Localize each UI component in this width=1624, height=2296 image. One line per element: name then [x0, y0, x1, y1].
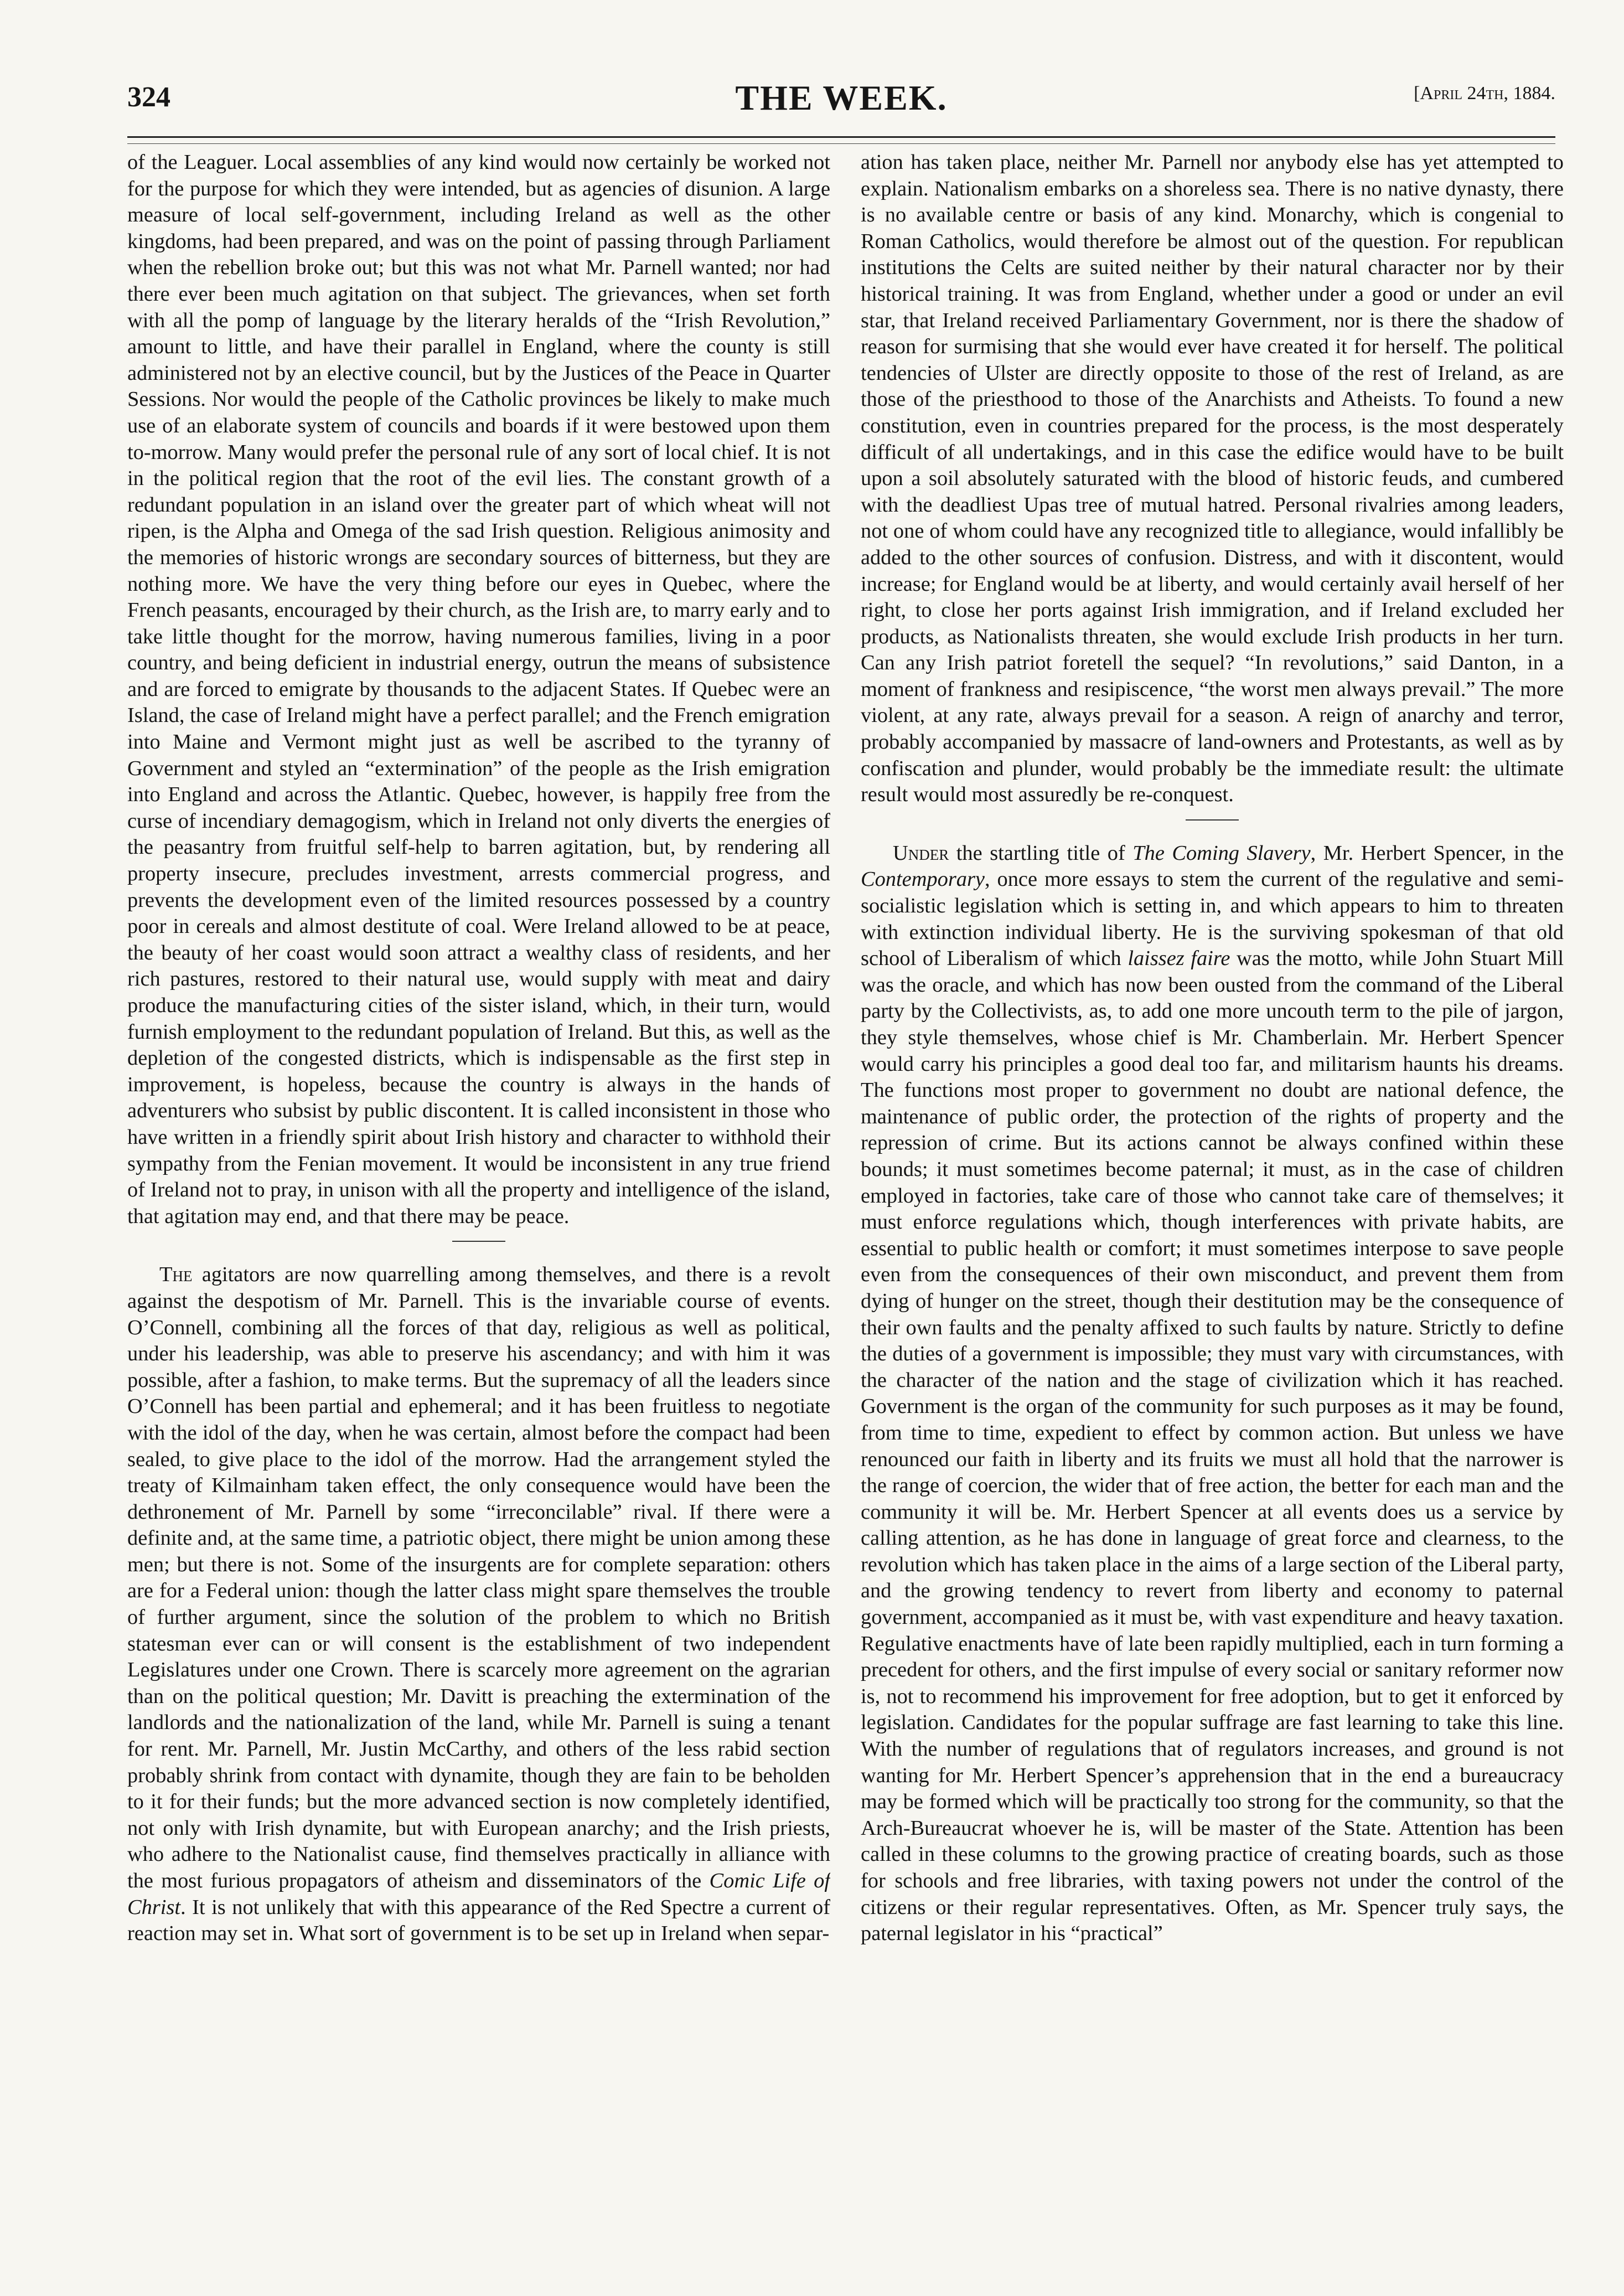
paragraph-text: , once more essays to stem the current of the regulative and semi-socialistic legislation which is setting in, and which appears to him to threaten with extinction individual liberty. He is the surviving spokesman of that old school of Liberalism of which	[861, 868, 1564, 971]
paragraph-text: the startling title of	[949, 841, 1133, 865]
issue-date: [April 24th, 1884.	[1414, 83, 1555, 104]
italic-title: The Coming Slavery	[1132, 841, 1311, 865]
lead-word: Under	[893, 841, 949, 865]
paragraph-text: . It is not unlikely that with this appearance of the Red Spectre a current of reaction may set in. What sort of government is to be set up in Ireland when separ-	[127, 1895, 830, 1946]
article-paragraph-continued: ation has taken place, neither Mr. Parnell nor anybody else has yet attempted to explain. Nationalism embarks on a shoreless sea. There is no native dynasty, there is no available centre or basis of any kind. Monarchy, which is congenial to Roman Catholics, would therefore be almost out of the question. For republican institutions the Celts are suited neither by their natural character nor by their historical training. It was from England, whether under a good or under an evil star, that Ireland received Parliamentary Government, nor is there the shadow of reason for surmising that she would ever have created it for herself. The political tendencies of Ulster are directly opposite to those of the rest of Ireland, as are those of the priesthood to those of the Anarchists and Atheists. To found a new constitution, even in countries prepared for the process, is the most desperately difficult of all undertakings, and in this case the edifice would have to be built upon a soil absolutely saturated with the blood of historic feuds, and cumbered with the deadliest Upas tree of mutual hatred. Personal rivalries among leaders, not one of whom could have any recognized title to allegiance, would infallibly be added to the other sources of confusion. Distress, and with it discontent, would increase; for England would be at liberty, and would certainly avail herself of her right, to close her ports against Irish immigration, and if Ireland excluded her products, as Nationalists threaten, she would exclude Irish products in her turn. Can any Irish patriot foretell the sequel? “In revolutions,” said Danton, in a moment of frankness and resipiscence, “the worst men always prevail.” The more violent, at any rate, always prevail for a season. A reign of anarchy and terror, probably accompanied by massacre of land-owners and Protestants, as well as by confiscation and plunder, would probably be the immediate result: the ultimate result would most assuredly be re-conquest.	[861, 151, 1564, 807]
article-paragraph-coming-slavery	[861, 840, 1564, 1947]
article-paragraph-irish-question: of the Leaguer. Local assemblies of any kind would now certainly be worked not for the purpose for which they were intended, but as agencies of disunion. A large measure of local self-government, including Ireland as well as the other kingdoms, had been prepared, and was on the point of passing through Parliament when the rebellion broke out; but this was not what Mr. Parnell wanted; nor had there ever been much agitation on that subject. The grievances, when set forth with all the pomp of language by the literary heralds of the “Irish Revolution,” amount to little, and have their parallel in England, where the county is still administered not by an elective council, but by the Justices of the Peace in Quarter Sessions. Nor would the people of the Catholic provinces be likely to make much use of an elaborate system of councils and boards if it were bestowed upon them to-morrow. Many would prefer the personal rule of any sort of local chief. It is not in the political region that the root of the evil lies. The constant growth of a redundant population in an island over the greater part of which wheat will not ripen, is the Alpha and Omega of the sad Irish question. Religious animosity and the memories of historic wrongs are secondary sources of bitterness, but they are nothing more. We have the very thing before our eyes in Quebec, where the French peasants, encouraged by their church, as the Irish are, to marry early and to take little thought for the morrow, having numerous families, living in a poor country, and being deficient in industrial energy, outrun the means of subsistence and are forced to emigrate by thousands to the adjacent States. If Quebec were an Island, the case of Ireland might have a perfect parallel; and the French emigration into Maine and Vermont might just as well be ascribed to the tyranny of Government and styled an “extermination” of the people as the Irish emigration into England and across the Atlantic. Quebec, however, is happily free from the curse of incendiary demagogism, which in Ireland not only diverts the energies of the peasantry from fruitful self-help to barren agitation, but, by rendering all property insecure, precludes investment, arrests commercial progress, and prevents the development even of the limited resources possessed by a country poor in cereals and almost destitute of coal. Were Ireland allowed to be at peace, the beauty of her coast would soon attract a wealthy class of residents, and her rich pastures, restored to their natural use, would supply with meat and dairy produce the manufacturing cities of the sister island, which, in their turn, would furnish employment to the redundant population of Ireland. But this, as well as the depletion of the congested districts, which is indispensable as the first step in improvement, is hopeless, because the country is always in the hands of adventurers who subsist by public discontent. It is called inconsistent in those who have written in a friendly spirit about Irish history and character to withhold their sympathy from the Fenian movement. It would be inconsistent in any true friend of Ireland not to pray, in unison with all the property and intelligence of the island, that agitation may end, and that there may be peace.	[127, 151, 830, 1228]
left-column	[127, 149, 830, 2276]
paragraph-text: was the motto, while John Stuart Mill was the oracle, and which has now been ousted from the command of the Liberal party by the Collectivists, as, to add one more uncouth term to the pile of jargon, they style themselves, whose chief is Mr. Chamberlain. Mr. Herbert Spencer would carry his principles a good deal too far, and militarism haunts his dreams. The functions most proper to government no doubt are national defence, the maintenance of public order, the protection of the rights of property and the repression of crime. But its actions cannot be always confined within these bounds; it must sometimes become paternal; it must, as in the case of children employed in factories, take care of those who cannot take care of themselves; it must enforce regulations which, though interferences with private habits, are essential to public health or comfort; it must sometimes interpose to save people even from the consequences of their own misconduct, and prevent them from dying of hunger on the street, though their destitution may be the consequence of their own faults and the penalty affixed to such faults by nature. Strictly to define the duties of a government is impossible; they must vary with circumstances, with the character of the nation and the stage of civilization which it has reached. Government is the organ of the community for such purposes as it may be found, from time to time, expedient to effect by common action. But unless we have renounced our faith in liberty and its fruits we must all hold that the narrower is the range of coercion, the wider that of free action, the better for each man and the community it will be. Mr. Herbert Spencer at all events does us a service by calling attention, as he has done in language of great force and clearness, to the revolution which has taken place in the aims of a large section of the Liberal party, and the growing tendency to revert from liberty and economy to paternal government, accompanied as it must be, with vast expenditure and heavy taxation. Regulative enactments have of late been rapidly multiplied, each in turn forming a precedent for others, and the first impulse of every social or sanitary reformer now is, not to recommend his improvement for free adoption, but to get it enforced by legislation. Candidates for the popular suffrage are fast learning to take this line. With the number of regulations that of regulators increases, and ground is not wanting for Mr. Herbert Spencer’s apprehension that in the end a bureaucracy may be formed which will be practically too strong for the community, so that the Arch-Bureaucrat whoever he is, will be master of the State. Attention has been called in these columns to the growing practice of creating boards, such as those for schools and free libraries, with taxing powers not under the control of the citizens or their regular representatives. Often, as Mr. Spencer truly says, the paternal legislator in his “practical”	[861, 947, 1564, 1946]
paragraph-text: agitators are now quarrelling among themselves, and there is a revolt against the despotism of Mr. Parnell. This is the invariable course of events. O’Connell, combining all the forces of that day, religious as well as political, under his leadership, was able to preserve his ascendancy; and with him it was possible, after a fashion, to make terms. But the supremacy of all the leaders since O’Connell has been partial and ephemeral; and it has been fruitless to negotiate with the idol of the day, when he was certain, almost before the compact had been sealed, to give place to the idol of the morrow. Had the arrangement styled the treaty of Kilmainham taken effect, the only consequence would have been the dethronement of Mr. Parnell by some “irreconcilable” rival. If there were a definite and, at the same time, a patriotic object, there might be union among these men; but there is not. Some of the insurgents are for complete separation: others are for a Federal union: though the latter class might spare themselves the trouble of further argument, since the solution of the problem to which no British statesman ever can or will consent is the establishment of two independent Legislatures under one Crown. There is scarcely more agreement on the agrarian than on the political question; Mr. Davitt is preaching the extermination of the landlords and the nationalization of the land, while Mr. Parnell is suing a tenant for rent. Mr. Parnell, Mr. Justin McCarthy, and others of the less rabid section probably shrink from contact with dynamite, though they are fain to be beholden to it for their funds; but the more advanced section is now completely identified, not only with Irish dynamite, but with European anarchy; and the Irish priests, who adhere to the Nationalist cause, find themselves practically in alliance with the most furious propagators of atheism and disseminators of the	[127, 1263, 830, 1892]
header-rule	[127, 136, 1555, 144]
page-number: 324	[127, 81, 170, 113]
section-divider	[452, 1241, 505, 1242]
paper-title: THE WEEK.	[735, 78, 948, 117]
paragraph-text: , Mr. Herbert Spencer, in the	[1310, 841, 1564, 865]
lead-word: The	[159, 1263, 193, 1287]
section-divider	[1186, 819, 1239, 821]
masthead	[127, 78, 1555, 122]
right-column	[861, 149, 1564, 2276]
article-paragraph-agitators	[127, 1262, 830, 1947]
italic-phrase: laissez faire	[1128, 947, 1230, 971]
italic-title: Comic Life of Christ	[127, 1869, 830, 1919]
italic-title: Contemporary	[861, 868, 985, 891]
